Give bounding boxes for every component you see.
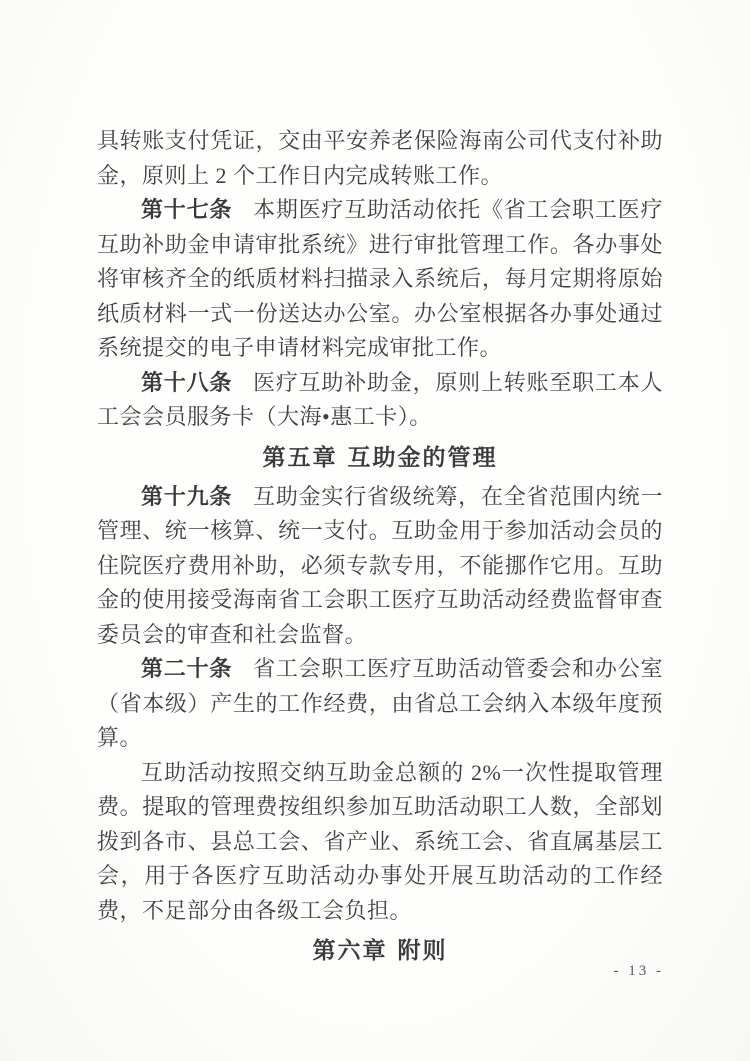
article-19-text: 互助金实行省级统筹，在全省范围内统一管理、统一核算、统一支付。互助金用于参加活动会员的住院医疗费用补助，必须专款专用，不能挪作它用。互助金的使用接受海南省工会职工医疗互助活动经费监督审查委员会的审查和社会监督。 xyxy=(97,483,663,647)
chapter-6-heading: 第六章 附则 xyxy=(312,938,448,964)
article-18-label: 第十八条 xyxy=(141,369,233,395)
article-17-text: 本期医疗互助活动依托《省工会职工医疗互助补助金申请审批系统》进行审批管理工作。各办事处将审核齐全的纸质材料扫描录入系统后，每月定期将原始纸质材料一式一份送达办公室。办公室根据各办事处通过系统提交的电子申请材料完成审批工作。 xyxy=(97,197,663,360)
paragraph-article-20 xyxy=(97,652,663,756)
document-body xyxy=(97,124,663,973)
chapter-5-heading: 第五章 互助金的管理 xyxy=(262,444,498,471)
paragraph-article-19 xyxy=(97,480,663,653)
paragraph-article-18 xyxy=(97,366,663,435)
article-20-text: 省工会职工医疗互助活动管委会和办公室（省本级）产生的工作经费，由省总工会纳入本级年度预算。 xyxy=(97,656,663,750)
paragraph-article-17 xyxy=(97,193,663,366)
article-20-label: 第二十条 xyxy=(141,656,233,681)
paragraph-management-fee-text: 互助活动按照交纳互助金总额的 2%一次性提取管理费。提取的管理费按组织参加互助活动职工人数，全部划拨到各市、县总工会、省产业、系统工会、省直属基层工会，用于各医疗互助活动办事处开展互助活动的工作经费，不足部分由各级工会负担。 xyxy=(97,759,663,923)
page-number: - 13 - xyxy=(613,963,664,979)
paragraph-management-fee xyxy=(97,756,663,929)
article-19-label: 第十九条 xyxy=(141,483,233,509)
article-18-text: 医疗互助补助金，原则上转账至职工本人工会会员服务卡（大海•惠工卡）。 xyxy=(97,369,663,429)
article-17-label: 第十七条 xyxy=(141,197,233,222)
paragraph-continuation xyxy=(97,124,663,193)
paragraph-continuation-text: 具转账支付凭证，交由平安养老保险海南公司代支付补助金，原则上 2 个工作日内完成转账工作。 xyxy=(97,128,663,188)
